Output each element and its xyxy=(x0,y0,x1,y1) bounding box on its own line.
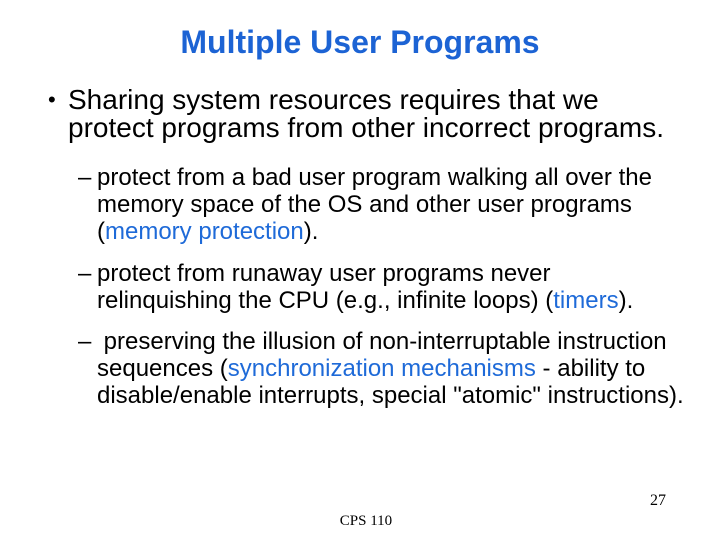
sub-bullet-timers xyxy=(78,260,688,314)
text-line: (memory protection). xyxy=(97,218,319,245)
sub-bullet-text xyxy=(97,164,688,245)
text-line: sequences (synchronization mechanisms - ability to xyxy=(97,355,646,382)
highlight-term-memory-protection: memory protection xyxy=(105,218,304,245)
dash-marker: – xyxy=(78,328,92,355)
dash-marker: – xyxy=(78,260,92,287)
bullet-item-sharing xyxy=(48,86,676,142)
highlight-term-timers: timers xyxy=(553,287,619,314)
text-line: protect from a bad user program walking all over the xyxy=(97,164,652,191)
bullet-dot-marker: • xyxy=(48,87,56,112)
bullet-text xyxy=(68,86,676,142)
text-line: Sharing system resources requires that we xyxy=(68,84,599,115)
text-line: relinquishing the CPU (e.g., infinite loops) (timers). xyxy=(97,287,634,314)
sub-bullet-text xyxy=(97,260,688,314)
dash-marker: – xyxy=(78,164,92,191)
slide-title: Multiple User Programs xyxy=(180,24,540,60)
text-line: preserving the illusion of non-interruptable instruction xyxy=(97,328,667,355)
sub-bullet-text xyxy=(97,328,688,409)
text-line: disable/enable interrupts, special "atomic" instructions). xyxy=(97,382,684,409)
text-line: protect from runaway user programs never xyxy=(97,260,551,287)
text-line: protect programs from other incorrect programs. xyxy=(68,112,664,143)
highlight-term-synchronization-mechanisms: synchronization mechanisms xyxy=(227,355,536,382)
sub-bullet-synchronization xyxy=(78,328,688,409)
text-line: memory space of the OS and other user programs xyxy=(97,191,632,218)
sub-bullet-memory-protection xyxy=(78,164,688,245)
page-number: 27 xyxy=(650,492,666,509)
course-footer: CPS 110 xyxy=(339,513,393,529)
